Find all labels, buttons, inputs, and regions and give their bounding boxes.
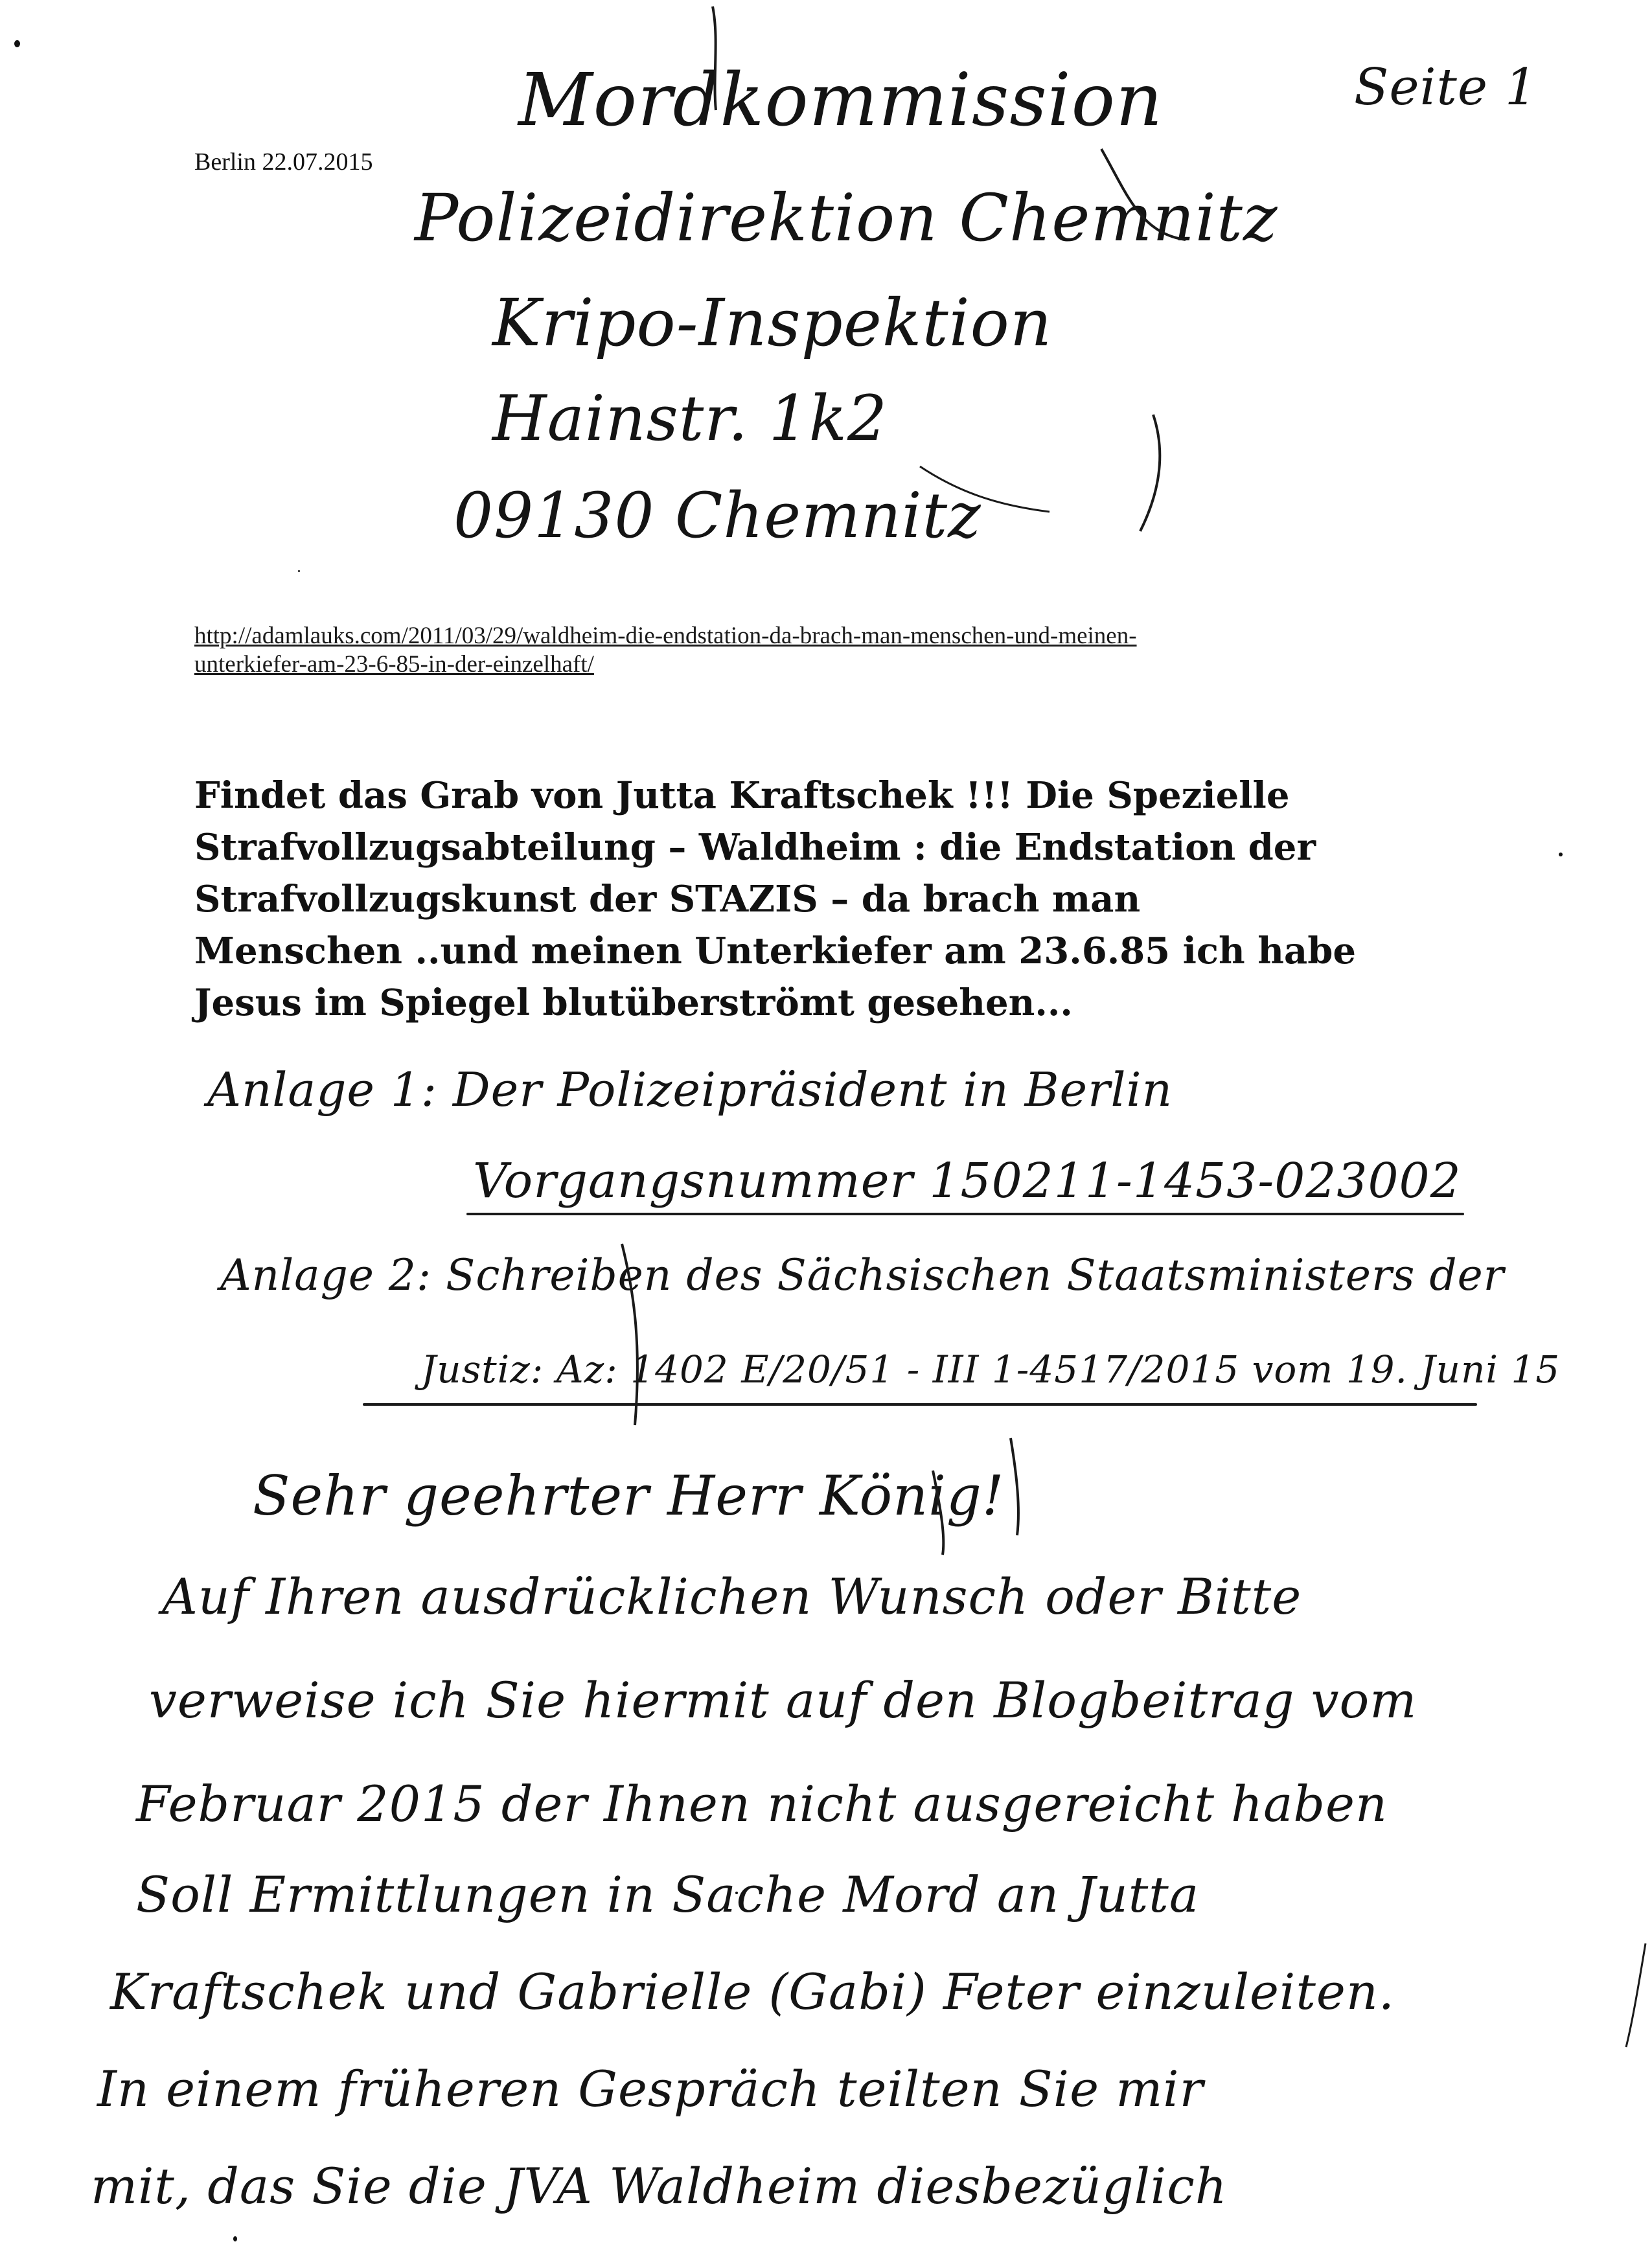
annex-2-line-2: Justiz: Az: 1402 E/20/51 - III 1-4517/2015 vom 19. Juni 15 — [421, 1347, 1561, 1392]
headline-line-2: Strafvollzugsabteilung – Waldheim : die Endstation der — [194, 826, 1316, 869]
blog-link-line-1[interactable]: http://adamlauks.com/2011/03/29/waldheim-die-endstation-da-brach-man-menschen-und-meinen- — [194, 623, 1137, 649]
body-line-2: verweise ich Sie hiermit auf den Blogbeitrag vom — [149, 1671, 1417, 1729]
address-line-1: Mordkommission — [518, 58, 1164, 143]
body-line-6: In einem früheren Gespräch teilten Sie mir — [97, 2060, 1204, 2118]
annex-1-line-1: Anlage 1: Der Polizeipräsident in Berlin — [207, 1062, 1173, 1117]
letter-date: Berlin 22.07.2015 — [194, 148, 373, 176]
address-line-5: 09130 Chemnitz — [453, 479, 981, 552]
headline-line-1: Findet das Grab von Jutta Kraftschek !!! Die Spezielle — [194, 774, 1290, 817]
annex-2-line-1: Anlage 2: Schreiben des Sächsischen Staatsministers der — [220, 1250, 1505, 1300]
blog-link-line-2[interactable]: unterkiefer-am-23-6-85-in-der-einzelhaft/ — [194, 651, 594, 678]
body-line-3: Februar 2015 der Ihnen nicht ausgereicht haben — [136, 1775, 1388, 1833]
body-line-4: Soll Ermittlungen in Sache Mord an Jutta — [136, 1866, 1200, 1923]
body-line-1: Auf Ihren ausdrücklichen Wunsch oder Bitte — [162, 1568, 1302, 1625]
salutation: Sehr geehrter Herr König! — [253, 1464, 1005, 1528]
address-line-2: Polizeidirektion Chemnitz — [415, 180, 1278, 256]
page-number-handwritten: Seite 1 — [1354, 58, 1538, 117]
headline-line-3: Strafvollzugskunst der STAZIS – da brach man — [194, 878, 1141, 921]
headline-line-5: Jesus im Spiegel blutüberströmt gesehen... — [194, 981, 1073, 1024]
annex-1-line-2: Vorgangsnummer 150211-1453-023002 — [473, 1153, 1462, 1209]
address-line-4: Hainstr. 1k2 — [492, 382, 888, 455]
address-line-3: Kripo-Inspektion — [492, 285, 1053, 361]
body-line-5: Kraftschek und Gabrielle (Gabi) Feter einzuleiten. — [110, 1963, 1395, 2021]
headline-line-4: Menschen ..und meinen Unterkiefer am 23.6.85 ich habe — [194, 930, 1356, 972]
body-line-7: mit, das Sie die JVA Waldheim diesbezüglich — [91, 2157, 1228, 2215]
